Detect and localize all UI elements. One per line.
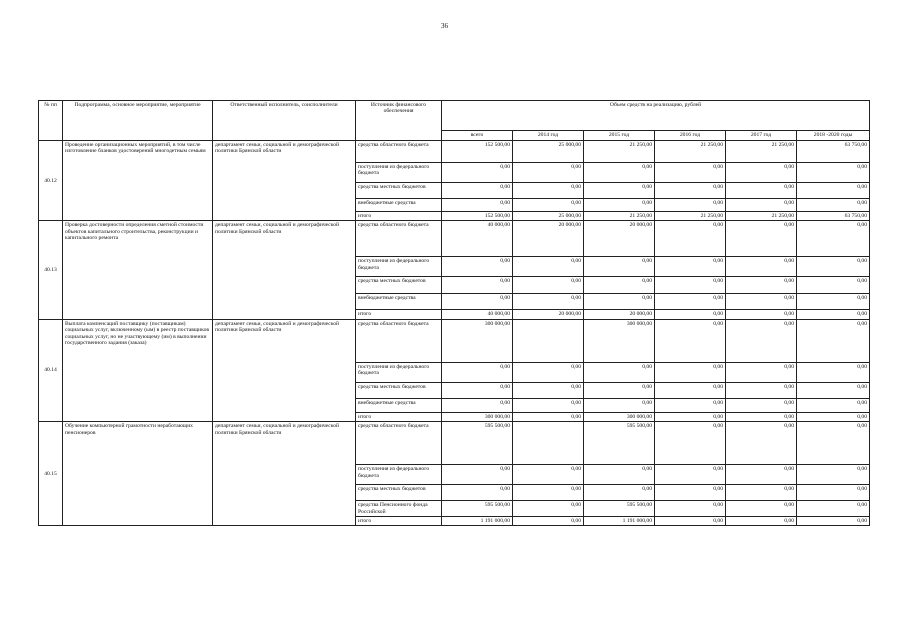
amount-cell: 0,00	[726, 398, 797, 412]
amount-cell: 0,00	[797, 501, 870, 517]
amount-cell: 0,00	[726, 277, 797, 294]
funding-source: поступления из федерального бюджета	[356, 163, 442, 183]
program-name: Выплата компенсаций поставщику (поставщикам) социальных услуг, включенному (ым) в реестр поставщиков социальных услуг, но не участвующему (им) в выполнении государственного задания (заказа)	[63, 319, 213, 421]
amount-cell: 0,00	[513, 465, 584, 485]
amount-cell: 0,00	[442, 398, 513, 412]
table-row	[39, 319, 870, 362]
funding-source: средства Пенсионного фонда Российской	[356, 501, 442, 517]
amount-cell: 0,00	[797, 422, 870, 465]
amount-cell: 0,00	[655, 517, 726, 526]
amount-cell: 0,00	[797, 517, 870, 526]
executor-name: департамент семьи, социальной и демографической политики Брянской области	[213, 221, 356, 319]
amount-cell: 0,00	[726, 362, 797, 382]
amount-cell: 40 000,00	[442, 310, 513, 319]
amount-cell: 0,00	[797, 199, 870, 212]
amount-cell: 0,00	[726, 199, 797, 212]
amount-cell: 595 500,00	[442, 501, 513, 517]
amount-cell: 25 000,00	[513, 212, 584, 221]
amount-cell: 0,00	[655, 398, 726, 412]
header-volume: Объем средств на реализацию, рублей	[442, 101, 870, 131]
amount-cell: 300 000,00	[442, 412, 513, 421]
header-year: 2016 год	[655, 131, 726, 141]
table-row	[39, 141, 870, 163]
amount-cell: 0,00	[726, 310, 797, 319]
amount-cell: 0,00	[655, 183, 726, 199]
amount-cell: 0,00	[442, 277, 513, 294]
table-row	[39, 221, 870, 257]
amount-cell: 0,00	[655, 501, 726, 517]
amount-cell: 0,00	[797, 310, 870, 319]
header-year: 2017 год	[726, 131, 797, 141]
header-executor: Ответственный исполнитель, соисполнители	[213, 101, 356, 141]
amount-cell: 0,00	[442, 257, 513, 277]
amount-cell: 1 191 000,00	[442, 517, 513, 526]
amount-cell: 0,00	[655, 294, 726, 310]
executor-name: департамент семьи, социальной и демографической политики Брянской области	[213, 141, 356, 221]
amount-cell: 0,00	[584, 465, 655, 485]
amount-cell: 0,00	[513, 257, 584, 277]
amount-cell: 300 000,00	[584, 319, 655, 362]
amount-cell: 0,00	[513, 382, 584, 398]
amount-cell: 0,00	[513, 277, 584, 294]
amount-cell: 0,00	[726, 501, 797, 517]
amount-cell: 21 250,00	[726, 141, 797, 163]
amount-cell: 0,00	[513, 163, 584, 183]
amount-cell: 0,00	[797, 163, 870, 183]
funding-source: средства областного бюджета	[356, 141, 442, 163]
program-name: Проведение организационных мероприятий, в том числе изготовление бланков удостоверений многодетным семьям	[63, 141, 213, 221]
funding-source: поступления из федерального бюджета	[356, 362, 442, 382]
amount-cell: 0,00	[797, 257, 870, 277]
header-year: всего	[442, 131, 513, 141]
amount-cell: 0,00	[442, 465, 513, 485]
amount-cell: 0,00	[797, 183, 870, 199]
amount-cell: 0,00	[513, 362, 584, 382]
funding-source: средства местных бюджетов	[356, 277, 442, 294]
executor-name: департамент семьи, социальной и демографической политики Брянской области	[213, 422, 356, 526]
amount-cell: 300 000,00	[584, 412, 655, 421]
amount-cell: 0,00	[655, 465, 726, 485]
amount-cell: 0,00	[513, 398, 584, 412]
funding-source: средства местных бюджетов	[356, 382, 442, 398]
amount-cell: 0,00	[797, 319, 870, 362]
budget-table	[38, 100, 870, 526]
amount-cell: 0,00	[442, 382, 513, 398]
amount-cell: 0,00	[655, 221, 726, 257]
row-number: 40.15	[39, 422, 63, 526]
funding-source: поступления из федерального бюджета	[356, 465, 442, 485]
amount-cell: 0,00	[726, 294, 797, 310]
program-name: Обучение компьютерной грамотности неработающих пенсионеров	[63, 422, 213, 526]
amount-cell: 0,00	[797, 362, 870, 382]
funding-source: итого	[356, 412, 442, 421]
amount-cell	[513, 422, 584, 465]
amount-cell: 0,00	[442, 294, 513, 310]
funding-source: поступления из федерального бюджета	[356, 257, 442, 277]
funding-source: средства местных бюджетов	[356, 485, 442, 501]
row-number: 40.14	[39, 319, 63, 421]
amount-cell: 0,00	[655, 412, 726, 421]
amount-cell: 0,00	[726, 382, 797, 398]
funding-source: средства местных бюджетов	[356, 183, 442, 199]
amount-cell: 0,00	[513, 294, 584, 310]
amount-cell: 0,00	[513, 412, 584, 421]
amount-cell: 0,00	[797, 382, 870, 398]
amount-cell: 0,00	[797, 485, 870, 501]
funding-source: итого	[356, 212, 442, 221]
amount-cell: 0,00	[513, 501, 584, 517]
header-no: № пп	[39, 101, 63, 141]
amount-cell: 0,00	[584, 277, 655, 294]
header-program: Подпрограмма, основное мероприятие, мероприятие	[63, 101, 213, 141]
amount-cell: 0,00	[513, 517, 584, 526]
amount-cell: 0,00	[726, 422, 797, 465]
amount-cell: 0,00	[584, 199, 655, 212]
amount-cell: 152 500,00	[442, 212, 513, 221]
page-number: 36	[441, 22, 448, 30]
funding-source: средства областного бюджета	[356, 319, 442, 362]
amount-cell: 0,00	[726, 517, 797, 526]
amount-cell: 0,00	[513, 199, 584, 212]
amount-cell: 0,00	[584, 183, 655, 199]
amount-cell: 0,00	[797, 465, 870, 485]
amount-cell: 63 750,00	[797, 212, 870, 221]
amount-cell: 0,00	[584, 294, 655, 310]
amount-cell: 0,00	[442, 183, 513, 199]
amount-cell: 0,00	[442, 199, 513, 212]
amount-cell: 21 250,00	[584, 141, 655, 163]
amount-cell: 21 250,00	[655, 141, 726, 163]
amount-cell: 0,00	[442, 362, 513, 382]
amount-cell: 0,00	[513, 183, 584, 199]
amount-cell: 0,00	[655, 362, 726, 382]
amount-cell: 0,00	[442, 485, 513, 501]
amount-cell: 63 750,00	[797, 141, 870, 163]
amount-cell: 0,00	[584, 382, 655, 398]
amount-cell: 40 000,00	[442, 221, 513, 257]
executor-name: департамент семьи, социальной и демографической политики Брянской области	[213, 319, 356, 421]
amount-cell: 0,00	[726, 183, 797, 199]
amount-cell: 0,00	[797, 221, 870, 257]
header-source: Источник финансового обеспечения	[356, 101, 442, 141]
amount-cell: 0,00	[655, 485, 726, 501]
funding-source: внебюджетные средства	[356, 398, 442, 412]
amount-cell: 20 000,00	[584, 221, 655, 257]
table-row	[39, 422, 870, 465]
header-year: 2014 год	[513, 131, 584, 141]
amount-cell: 0,00	[584, 398, 655, 412]
amount-cell: 21 250,00	[584, 212, 655, 221]
amount-cell: 0,00	[726, 319, 797, 362]
amount-cell: 0,00	[726, 257, 797, 277]
amount-cell: 0,00	[513, 485, 584, 501]
amount-cell: 20 000,00	[513, 310, 584, 319]
row-number: 40.12	[39, 141, 63, 221]
amount-cell: 595 500,00	[584, 501, 655, 517]
amount-cell: 21 250,00	[726, 212, 797, 221]
amount-cell: 0,00	[797, 277, 870, 294]
amount-cell: 152 500,00	[442, 141, 513, 163]
amount-cell: 0,00	[655, 319, 726, 362]
funding-source: средства областного бюджета	[356, 221, 442, 257]
amount-cell: 0,00	[726, 465, 797, 485]
amount-cell	[513, 319, 584, 362]
header-year: 2015 год	[584, 131, 655, 141]
amount-cell: 0,00	[797, 412, 870, 421]
amount-cell: 21 250,00	[655, 212, 726, 221]
amount-cell: 0,00	[655, 422, 726, 465]
amount-cell: 300 000,00	[442, 319, 513, 362]
amount-cell: 0,00	[655, 199, 726, 212]
amount-cell: 25 000,00	[513, 141, 584, 163]
amount-cell: 0,00	[797, 294, 870, 310]
amount-cell: 1 191 000,00	[584, 517, 655, 526]
row-number: 40.13	[39, 221, 63, 319]
amount-cell: 0,00	[584, 362, 655, 382]
amount-cell: 20 000,00	[513, 221, 584, 257]
amount-cell: 0,00	[584, 163, 655, 183]
amount-cell: 0,00	[655, 277, 726, 294]
amount-cell: 0,00	[726, 221, 797, 257]
amount-cell: 0,00	[726, 485, 797, 501]
header-year: 2018 -2020 годы	[797, 131, 870, 141]
amount-cell: 0,00	[655, 310, 726, 319]
amount-cell: 0,00	[584, 485, 655, 501]
funding-source: итого	[356, 310, 442, 319]
funding-source: внебюджетные средства	[356, 199, 442, 212]
amount-cell: 0,00	[726, 412, 797, 421]
amount-cell: 0,00	[655, 382, 726, 398]
amount-cell: 0,00	[655, 257, 726, 277]
funding-source: итого	[356, 517, 442, 526]
amount-cell: 0,00	[655, 163, 726, 183]
amount-cell: 0,00	[797, 398, 870, 412]
amount-cell: 0,00	[442, 163, 513, 183]
amount-cell: 0,00	[584, 257, 655, 277]
program-name: Проверка достоверности определения сметной стоимости объектов капитального строительства, реконструкции и капитального ремонта	[63, 221, 213, 319]
amount-cell: 0,00	[726, 163, 797, 183]
funding-source: внебюджетные средства	[356, 294, 442, 310]
amount-cell: 20 000,00	[584, 310, 655, 319]
amount-cell: 595 500,00	[442, 422, 513, 465]
amount-cell: 595 500,00	[584, 422, 655, 465]
funding-source: средства областного бюджета	[356, 422, 442, 465]
